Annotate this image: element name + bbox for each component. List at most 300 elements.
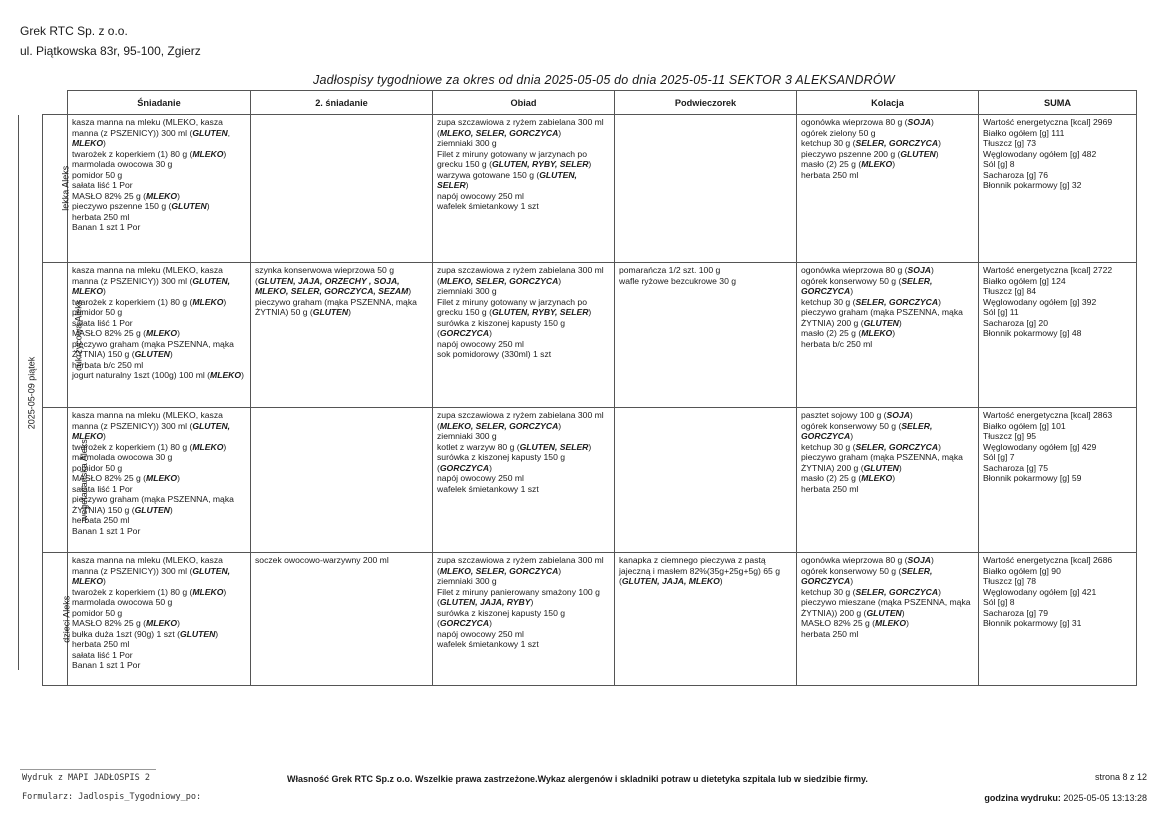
menu-line [983, 297, 1132, 308]
allergen-text: SELER, GORCZYCA [855, 586, 939, 597]
item-text: Sól [g] 11 [983, 307, 1019, 317]
menu-line [437, 149, 610, 170]
item-text: ) [901, 607, 905, 618]
item-text: ) [588, 307, 592, 317]
item-text: pomarańcza 1/2 szt. 100 g [619, 265, 721, 275]
menu-line [437, 170, 610, 191]
diet-cell [43, 263, 84, 408]
item-text: Wartość energetyczna [kcal] 2686 [983, 555, 1113, 565]
menu-line [72, 639, 246, 650]
item-text: , [227, 127, 231, 138]
item-text: ) [850, 431, 854, 441]
item-text: kasza manna na mleku (MLEKO, kasza manna (z PSZENICY)) 300 ml ( [72, 117, 223, 138]
item-text: twarożek z koperkiem (1) 80 g ( [72, 296, 193, 307]
meal-cell-kolacja [797, 408, 979, 553]
item-text: ) [103, 138, 106, 148]
item-text: kotlet z warzyw 80 g ( [437, 441, 520, 452]
allergen-text: GLUTEN [171, 201, 207, 211]
item-text: marmolada owocowa 50 g [72, 597, 173, 607]
menu-line [983, 587, 1132, 598]
item-text: ) [850, 576, 854, 586]
menu-line [801, 473, 974, 484]
item-text: ) [588, 441, 592, 452]
item-text: pieczywo graham (mąka PSZENNA, mąka ŻYTNIA) 50 g ( [255, 296, 417, 317]
col-header-kolacja: Kolacja [797, 91, 979, 115]
allergen-text: GLUTEN, RYBY, SELER [491, 159, 589, 169]
item-text: napój owocowy 250 ml [437, 473, 524, 483]
item-text: bułka duża 1szt (90g) 1 szt ( [72, 628, 180, 639]
diet-cell [43, 115, 71, 263]
menu-line [72, 265, 246, 297]
meal-cell-kolacja [797, 263, 979, 408]
menu-line [437, 555, 610, 576]
item-text: ) [223, 441, 227, 452]
menu-line [801, 149, 974, 160]
menu-line [801, 587, 974, 598]
menu-line [801, 297, 974, 308]
item-text: ogonówka wieprzowa 80 g ( [801, 265, 908, 275]
meal-cell-obiad [433, 263, 615, 408]
footer-printout: Wydruk z MAPI JADŁOSPIS 2 [22, 773, 150, 783]
allergen-text: SOJA [907, 117, 931, 127]
menu-line [801, 138, 974, 149]
menu-line [983, 608, 1132, 619]
item-text: herbata 250 ml [72, 639, 130, 649]
item-text: Białko ogółem [g] 101 [983, 420, 1066, 431]
item-text: Wartość energetyczna [kcal] 2969 [983, 117, 1113, 127]
item-text: ) [177, 328, 180, 338]
menu-line [983, 170, 1132, 181]
item-text: Wartość energetyczna [kcal] 2863 [983, 410, 1113, 420]
menu-line [983, 128, 1132, 139]
diet-label: dzieci Aleks [61, 595, 72, 643]
item-text: pomidor 50 g [72, 169, 123, 180]
allergen-text: MLEKO [146, 473, 178, 483]
item-text: ziemniaki 300 g [437, 286, 497, 296]
item-text: wafelek śmietankowy 1 szt [437, 201, 539, 211]
item-text: Błonnik pokarmowy [g] 59 [983, 473, 1082, 483]
allergen-text: MLEKO, SELER, GORCZYCA [439, 127, 559, 138]
item-text: ogórek konserwowy 50 g ( [801, 420, 902, 431]
allergen-text: MLEKO, SELER, GORCZYCA [439, 275, 559, 286]
menu-line [983, 473, 1132, 484]
menu-line [801, 484, 974, 495]
item-text: Węglowodany ogółem [g] 421 [983, 586, 1097, 597]
menu-line [983, 149, 1132, 160]
meal-cell-suma [979, 553, 1137, 686]
meal-cell-kolacja [797, 115, 979, 263]
menu-line [437, 431, 610, 442]
menu-line [801, 566, 974, 587]
item-text: twarożek z koperkiem (1) 80 g ( [72, 148, 193, 159]
menu-line [801, 421, 974, 442]
allergen-text: GLUTEN [900, 148, 936, 159]
meal-cell-2-sniadanie [251, 115, 433, 263]
item-text: kasza manna na mleku (MLEKO, kasza manna (z PSZENICY)) 300 ml ( [72, 555, 223, 576]
menu-line [255, 555, 428, 566]
item-text: ogórek zielony 50 g [801, 127, 876, 138]
menu-line [72, 360, 246, 371]
menu-line [983, 276, 1132, 287]
item-text: marmolada owocowa 30 g [72, 159, 173, 169]
footer-ownership: Własność Grek RTC Sp.z o.o. Wszelkie prawa zastrzeżone.Wykaz alergenów i skladniki potraw u dietetyka szpitala lub w siedzibie firmy. [287, 774, 868, 784]
diet-label: cukrzycowa Aleks [73, 299, 84, 371]
page-number: strona 8 z 12 [1094, 772, 1147, 782]
item-text: ) [489, 328, 492, 338]
menu-line [983, 442, 1132, 453]
item-text: ) [408, 286, 412, 296]
item-text: masło (2) 25 g ( [801, 328, 862, 338]
menu-line [437, 349, 610, 360]
item-text: zupa szczawiowa z ryżem zabielana 300 ml ( [437, 555, 604, 576]
item-text: ) [169, 349, 173, 359]
item-text: ) [935, 148, 939, 159]
allergen-text: MLEKO, SELER, GORCZYCA [439, 565, 559, 576]
item-text: pomidor 50 g [72, 307, 123, 317]
menu-line [437, 484, 610, 495]
item-text: napój owocowy 250 ml [437, 190, 524, 201]
item-text: twarożek z koperkiem (1) 80 g ( [72, 586, 193, 597]
allergen-text: GLUTEN, RYBY, SELER [491, 307, 589, 317]
item-text: Błonnik pokarmowy [g] 32 [983, 180, 1082, 190]
item-text: kanapka z ciemnego pieczywa z pastą jajeczną i masłem 82%(35g+25g+5g) 65 g ( [619, 555, 780, 586]
menu-line [72, 494, 246, 515]
item-text: ) [898, 462, 902, 473]
meal-cell-obiad [433, 553, 615, 686]
allergen-text: SOJA [886, 410, 910, 420]
item-text: pomidor 50 g [72, 607, 123, 618]
item-text: ketchup 30 g ( [801, 441, 856, 452]
allergen-text: GORCZYCA [439, 462, 490, 473]
menu-line [801, 442, 974, 453]
item-text: ) [558, 275, 562, 286]
allergen-text: GLUTEN [863, 462, 899, 473]
menu-line [619, 555, 792, 587]
menu-line [72, 660, 246, 671]
allergen-text: SELER, GORCZYCA [855, 441, 939, 452]
menu-line [801, 276, 974, 297]
menu-line [437, 442, 610, 453]
item-text: ) [241, 370, 244, 380]
item-text: marmolada owocowa 30 g [72, 452, 173, 462]
menu-line [801, 170, 974, 181]
menu-line [983, 431, 1132, 442]
item-text: pieczywo pszenne 150 g ( [72, 201, 172, 211]
allergen-text: GLUTEN [134, 504, 170, 515]
item-text: ) [558, 420, 562, 431]
meal-cell-suma [979, 115, 1137, 263]
menu-line [983, 463, 1132, 474]
menu-line [437, 265, 610, 286]
company-name: Grek RTC Sp. z o.o. [20, 24, 128, 38]
menu-line [437, 138, 610, 149]
item-text: ) [930, 265, 934, 275]
item-text: zupa szczawiowa z ryżem zabielana 300 ml ( [437, 265, 604, 286]
allergen-text: SELER, GORCZYCA [801, 565, 933, 586]
item-text: ) [206, 201, 210, 211]
menu-line [437, 576, 610, 587]
col-header-obiad: Obiad [433, 91, 615, 115]
item-text: pieczywo pszenne 200 g ( [801, 148, 901, 159]
menu-line [983, 410, 1132, 421]
menu-line [72, 587, 246, 598]
allergen-text: GLUTEN, JAJA, RYBY [439, 597, 531, 607]
menu-line [72, 339, 246, 360]
item-text: surówka z kiszonej kapusty 150 g ( [437, 452, 566, 473]
item-text: Filet z miruny gotowany w jarzynach po grecku 150 g ( [437, 148, 587, 169]
menu-line [72, 159, 246, 170]
menu-line [619, 265, 792, 276]
item-text: pomidor 50 g [72, 462, 123, 473]
item-text: herbata 250 ml [72, 515, 130, 525]
meal-cell-sniadanie [68, 553, 251, 686]
item-text: ) [850, 286, 854, 296]
item-text: Węglowodany ogółem [g] 392 [983, 296, 1097, 307]
diet-row [43, 408, 1137, 553]
col-header-podwieczorek: Podwieczorek [615, 91, 797, 115]
date-label: 2025-05-09 piątek [26, 356, 37, 429]
diet-row [43, 115, 1137, 263]
item-text: ) [103, 576, 106, 586]
allergen-text: MLEKO [861, 328, 893, 338]
item-text: napój owocowy 250 ml [437, 338, 524, 349]
item-text: ) [898, 317, 902, 328]
item-text: herbata b/c 250 ml [801, 338, 873, 349]
print-time [984, 793, 1147, 803]
menu-line [983, 307, 1132, 318]
item-text: pieczywo mieszane (mąka PSZENNA, mąka ŻYTNIA)) 200 g ( [801, 597, 971, 618]
item-text: ketchup 30 g ( [801, 138, 856, 148]
item-text: Sól [g] 7 [983, 452, 1015, 462]
menu-line [619, 276, 792, 287]
item-text: sałata liść 1 Por [72, 180, 133, 190]
item-text: Węglowodany ogółem [g] 482 [983, 148, 1097, 159]
item-text: pieczywo graham (mąka PSZENNA, mąka ŻYTNIA) 150 g ( [72, 494, 234, 515]
menu-line [801, 159, 974, 170]
item-text: Białko ogółem [g] 124 [983, 275, 1066, 286]
menu-line [72, 410, 246, 442]
meal-cell-sniadanie [68, 263, 251, 408]
item-text: ogórek konserwowy 50 g ( [801, 275, 902, 286]
diet-row [43, 263, 1137, 408]
menu-table [42, 90, 1137, 686]
item-text: Sacharoza [g] 75 [983, 462, 1048, 473]
item-text: ) [215, 628, 219, 639]
item-text: twarożek z koperkiem (1) 80 g ( [72, 441, 193, 452]
menu-line [983, 138, 1132, 149]
menu-line [437, 339, 610, 350]
menu-line [255, 297, 428, 318]
item-text: zupa szczawiowa z ryżem zabielana 300 ml ( [437, 117, 604, 138]
item-text: sałata liść 1 Por [72, 317, 133, 328]
col-header-sniadanie: Śniadanie [68, 91, 251, 115]
document-title: Jadłospisy tygodniowe za okres od dnia 2025-05-05 do dnia 2025-05-11 SEKTOR 3 ALEKSANDRÓW [313, 73, 895, 87]
item-text: ) [169, 504, 173, 515]
item-text: Białko ogółem [g] 111 [983, 127, 1065, 138]
menu-line [437, 318, 610, 339]
allergen-text: MLEKO [192, 441, 224, 452]
menu-line [72, 318, 246, 329]
item-text: ) [892, 159, 896, 169]
item-text: Wartość energetyczna [kcal] 2722 [983, 265, 1113, 275]
menu-line [801, 328, 974, 339]
item-text: ) [588, 159, 592, 169]
allergen-text: MLEKO [861, 159, 893, 169]
item-text: Tłuszcz [g] 78 [983, 576, 1037, 586]
item-text: jogurt naturalny 1szt (100g) 100 ml ( [72, 370, 211, 380]
meal-cell-podwieczorek [615, 553, 797, 686]
menu-line [801, 597, 974, 618]
allergen-text: MLEKO [192, 296, 224, 307]
item-text: MASŁO 82% 25 g ( [72, 473, 147, 483]
menu-line [437, 452, 610, 473]
allergen-text: GLUTEN, JAJA, ORZECHY , SOJA, MLEKO, SELER, GORCZYCA, SEZAM [255, 275, 409, 296]
header-row [43, 91, 1137, 115]
item-text: ) [719, 576, 723, 586]
menu-line [437, 473, 610, 484]
menu-line [801, 410, 974, 421]
item-text: Białko ogółem [g] 90 [983, 565, 1061, 576]
menu-line [72, 180, 246, 191]
allergen-text: MLEKO, SELER, GORCZYCA [439, 420, 559, 431]
menu-line [437, 201, 610, 212]
menu-line [72, 201, 246, 212]
item-text: pieczywo graham (mąka PSZENNA, mąka ŻYTNIA) 150 g ( [72, 338, 234, 359]
meal-cell-sniadanie [68, 115, 251, 263]
menu-line [437, 587, 610, 608]
menu-line [437, 191, 610, 202]
menu-line [72, 650, 246, 661]
allergen-text: GLUTEN, SELER [437, 169, 577, 190]
item-text: herbata 250 ml [801, 628, 859, 639]
item-text: ) [177, 473, 180, 483]
menu-line [983, 318, 1132, 329]
menu-line [983, 576, 1132, 587]
item-text: Sól [g] 8 [983, 159, 1015, 169]
menu-line [983, 421, 1132, 432]
menu-line [72, 222, 246, 233]
allergen-text: SOJA [907, 265, 931, 275]
menu-line [255, 265, 428, 297]
allergen-text: MLEKO [146, 328, 178, 338]
item-text: Błonnik pokarmowy [g] 48 [983, 328, 1082, 338]
item-text: ) [348, 307, 351, 317]
footer-form: Formularz: Jadlospis_Tygodniowy_po: [22, 792, 202, 802]
diet-row [43, 553, 1137, 686]
allergen-text: GORCZYCA [439, 618, 490, 628]
menu-line [983, 159, 1132, 170]
meal-cell-suma [979, 263, 1137, 408]
item-text: ) [177, 190, 180, 201]
company-address: ul. Piątkowska 83r, 95-100, Zgierz [20, 44, 201, 58]
meal-cell-suma [979, 408, 1137, 553]
meal-cell-2-sniadanie [251, 408, 433, 553]
item-text: ) [489, 462, 492, 473]
item-text: kasza manna na mleku (MLEKO, kasza manna (z PSZENICY)) 300 ml ( [72, 265, 223, 286]
menu-line [72, 307, 246, 318]
item-text: ) [177, 618, 180, 628]
item-text: zupa szczawiowa z ryżem zabielana 300 ml ( [437, 410, 604, 431]
allergen-text: GLUTEN, MLEKO [72, 275, 231, 296]
item-text: MASŁO 82% 25 g ( [72, 328, 147, 338]
col-header-2-sniadanie: 2. śniadanie [251, 91, 433, 115]
item-text: surówka z kiszonej kapusty 150 g ( [437, 317, 566, 338]
item-text: Banan 1 szt 1 Por [72, 660, 141, 670]
item-text: ) [909, 410, 913, 420]
item-text: ketchup 30 g ( [801, 586, 856, 597]
menu-line [801, 128, 974, 139]
meal-cell-obiad [433, 408, 615, 553]
item-text: ) [223, 586, 227, 597]
allergen-text: GLUTEN [134, 349, 170, 359]
menu-line [72, 597, 246, 608]
allergen-text: SELER, GORCZYCA [801, 420, 933, 441]
item-text: Sacharoza [g] 79 [983, 607, 1048, 618]
diet-cell [43, 408, 89, 553]
header-corner [43, 91, 68, 115]
menu-line [72, 608, 246, 619]
allergen-text: GLUTEN, JAJA, MLEKO [621, 576, 720, 586]
menu-line [983, 286, 1132, 297]
item-text: ziemniaki 300 g [437, 431, 497, 441]
meal-cell-podwieczorek [615, 263, 797, 408]
item-text: ) [558, 127, 562, 138]
allergen-text: SELER, GORCZYCA [801, 275, 933, 296]
allergen-text: MLEKO [875, 618, 907, 628]
item-text: ) [906, 618, 909, 628]
item-text: surówka z kiszonej kapusty 150 g ( [437, 607, 566, 628]
menu-line [801, 307, 974, 328]
footer-rule [20, 769, 156, 770]
item-text: herbata 250 ml [801, 169, 859, 180]
item-text: Banan 1 szt 1 Por [72, 222, 141, 232]
allergen-text: SELER, GORCZYCA [855, 138, 939, 148]
item-text: ) [938, 586, 941, 597]
menu-line [437, 629, 610, 640]
item-text: sałata liść 1 Por [72, 649, 133, 660]
item-text: ogórek konserwowy 50 g ( [801, 565, 902, 576]
item-text: ) [530, 597, 534, 607]
item-text: ) [938, 441, 941, 452]
item-text: Banan 1 szt 1 Por [72, 525, 141, 536]
allergen-text: GLUTEN [179, 628, 216, 639]
item-text: MASŁO 82% 25 g ( [72, 190, 147, 201]
item-text: ) [930, 117, 934, 127]
allergen-text: GORCZYCA [439, 328, 490, 338]
item-text: herbata b/c 250 ml [72, 359, 144, 370]
menu-line [983, 328, 1132, 339]
allergen-text: GLUTEN, MLEKO [72, 420, 231, 441]
print-time-value: 2025-05-05 13:13:28 [1063, 793, 1147, 803]
allergen-text: MLEKO [861, 473, 893, 483]
item-text: ) [892, 473, 896, 483]
item-text: Tłuszcz [g] 95 [983, 431, 1037, 441]
allergen-text: GLUTEN [192, 127, 228, 138]
item-text: napój owocowy 250 ml [437, 628, 524, 639]
menu-line [983, 180, 1132, 191]
menu-line [72, 370, 246, 381]
menu-line [801, 265, 974, 276]
item-text: ketchup 30 g ( [801, 296, 856, 307]
allergen-text: GLUTEN [312, 307, 349, 317]
item-text: szynka konserwowa wieprzowa 50 g ( [255, 265, 394, 286]
item-text: ) [938, 138, 941, 148]
item-text: ) [892, 328, 896, 338]
menu-line [72, 149, 246, 160]
menu-line [983, 452, 1132, 463]
item-text: ) [223, 296, 227, 307]
menu-line [801, 618, 974, 629]
